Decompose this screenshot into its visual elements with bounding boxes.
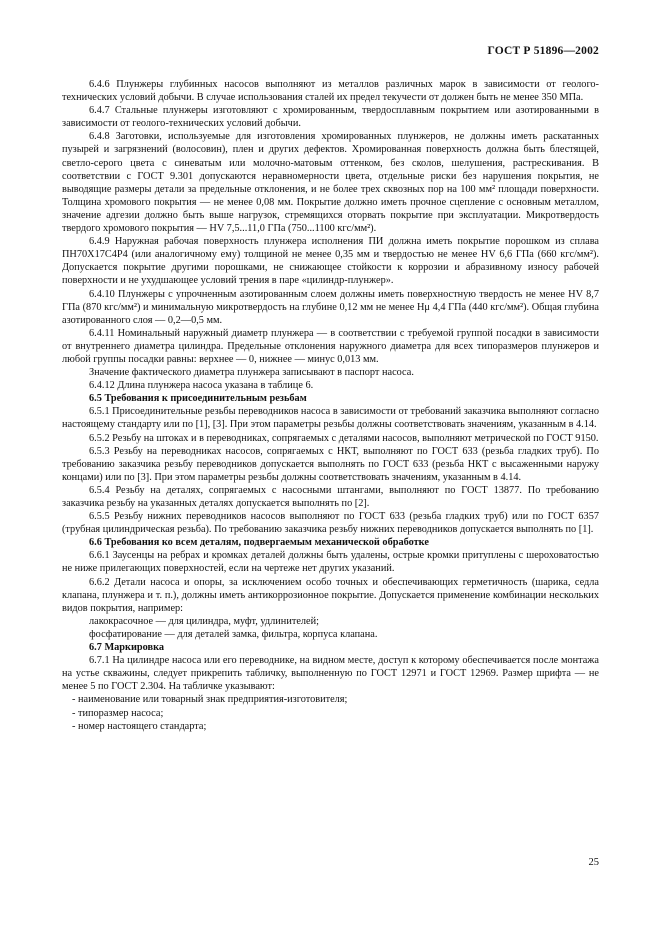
- paragraph-6-6-2: 6.6.2 Детали насоса и опоры, за исключением особо точных и обеспечивающих герметичность (шарика, седла клапана, плунжера и т. п.), должны иметь антикоррозионное покрытие. Допускается применение комбинации нескольких видов покрытия, например:: [62, 576, 599, 614]
- paragraph-6-4-10: 6.4.10 Плунжеры с упрочненным азотированным слоем должны иметь поверхностную твердость не менее HV 8,7 ГПа (870 кгс/мм²) и минимальную микротвердость на глубине 0,12 мм не менее Hμ 4,4 ГПа (440 кгс/мм²). Общая глубина азотированного слоя — 0,2—0,5 мм.: [62, 288, 599, 326]
- paragraph-6-4-7: 6.4.7 Стальные плунжеры изготовляют с хромированным, твердосплавным покрытием или азотированными в зависимости от геолого-технических условий добычи.: [62, 105, 599, 130]
- section-heading-6-7: 6.7 Маркировка: [89, 642, 165, 654]
- list-item: - наименование или товарный знак предприятия-изготовителя;: [72, 694, 348, 706]
- document-header: ГОСТ Р 51896—2002: [487, 45, 599, 57]
- section-heading-6-6: 6.6 Требования ко всем деталям, подвергаемым механической обработке: [89, 537, 429, 549]
- coating-example-paint: лакокрасочное — для цилиндра, муфт, удлинителей;: [89, 615, 319, 627]
- list-item: - номер настоящего стандарта;: [72, 720, 207, 732]
- paragraph-6-4-8: 6.4.8 Заготовки, используемые для изготовления хромированных плунжеров, не должны иметь раскатанных пузырей и загрязнений (волосовин), плен и других дефектов. Хромированная поверхность должна быть блестящей, светло-серого цвета с синеватым или молочно-матовым оттенком, без сколов, шелушения, растрескивания. В соответствии с ГОСТ 9.301 допускаются неравномерности цвета, отдельные риски без нарушения покрытия, не выводящие размеры детали за предельные отклонения, и не более трех сквозных пор на 100 мм² площади поверхности. Толщина хромового покрытия — не менее 0,08 мм. Покрытие должно иметь прочное сцепление с основным металлом, значение адгезии должно быть выше нагрузок, стремящихся оторвать покрытие при эксплуатации. Микротвердость твердого хромового покрытия — HV 7,5...11,0 ГПа (750...1100 кгс/мм²).: [62, 131, 599, 235]
- paragraph-6-4-9: 6.4.9 Наружная рабочая поверхность плунжера исполнения ПИ должна иметь покрытие порошком из сплава ПН70Х17С4Р4 (или аналогичному ему) толщиной не менее 0,35 мм и твердостью не менее HV 6,6 ГПа (660 кгс/мм²). Допускается покрытие другими порошками, не снижающее стойкости к коррозии и абразивному износу рабочей поверхности и не ухудшающее условий трения в паре «цилиндр-плунжер».: [62, 236, 599, 287]
- paragraph-6-4-6: 6.4.6 Плунжеры глубинных насосов выполняют из металлов различных марок в зависимости от геолого-технических условий добычи. В случае использования сталей их предел текучести σт должен быть не менее 350 МПа.: [62, 79, 599, 104]
- paragraph-6-5-1: 6.5.1 Присоединительные резьбы переводников насоса в зависимости от требований заказчика выполняют согласно настоящему стандарту или по [1], [3]. При этом параметры резьбы должны соответствовать значениям, указанным в 4.14.: [62, 406, 599, 431]
- coating-example-phosphate: фосфатирование — для деталей замка, фильтра, корпуса клапана.: [89, 628, 378, 640]
- list-item: - типоразмер насоса;: [72, 707, 164, 719]
- paragraph-6-5-5: 6.5.5 Резьбу нижних переводников насосов выполняют по ГОСТ 633 (резьба гладких труб) или по ГОСТ 6357 (трубная цилиндрическая резьба). По требованию заказчика резьбу нижних переводников допускается выполнять по [1].: [62, 511, 599, 536]
- paragraph-6-5-3: 6.5.3 Резьбу на переводниках насосов, сопрягаемых с НКТ, выполняют по ГОСТ 633 (резьба гладких труб). По требованию заказчика резьбу переводников допускается выполнять по ГОСТ 633 (резьба НКТ с высаженными наружу концами) или по [3]. При этом параметры резьбы должны соответствовать значениям, указанным в 4.14.: [62, 445, 599, 483]
- document-body: [62, 78, 599, 733]
- paragraph-diameter-note: Значение фактического диаметра плунжера записывают в паспорт насоса.: [89, 367, 414, 379]
- paragraph-6-5-2: 6.5.2 Резьбу на штоках и в переводниках, сопрягаемых с деталями насосов, выполняют метрической по ГОСТ 9150.: [89, 432, 599, 444]
- paragraph-6-4-12: 6.4.12 Длина плунжера насоса указана в таблице 6.: [89, 380, 314, 392]
- page-number: 25: [588, 857, 599, 868]
- paragraph-6-7-1: 6.7.1 На цилиндре насоса или его переводнике, на видном месте, доступ к которому обеспечивается после монтажа на устье скважины, следует прикрепить табличку, выполненную по ГОСТ 12971 и ГОСТ 12969. Размер шрифта — не менее 5 по ГОСТ 2.304. На табличке указывают:: [62, 655, 599, 693]
- section-heading-6-5: 6.5 Требования к присоединительным резьбам: [89, 393, 307, 405]
- paragraph-6-5-4: 6.5.4 Резьбу на деталях, сопрягаемых с насосными штангами, выполняют по ГОСТ 13877. По требованию заказчика резьбу на указанных деталях допускается выполнять по [2].: [62, 484, 599, 509]
- paragraph-6-4-11: 6.4.11 Номинальный наружный диаметр плунжера — в соответствии с требуемой группой посадки в зависимости от внутреннего диаметра цилиндра. Предельные отклонения наружного диаметра для всех типоразмеров плунжеров и любой группы посадки равны: верхнее — 0, нижнее — минус 0,013 мм.: [62, 327, 599, 365]
- paragraph-6-6-1: 6.6.1 Заусенцы на ребрах и кромках деталей должны быть удалены, острые кромки притуплены с шероховатостью не ниже прилегающих поверхностей, если на чертеже нет других указаний.: [62, 550, 599, 575]
